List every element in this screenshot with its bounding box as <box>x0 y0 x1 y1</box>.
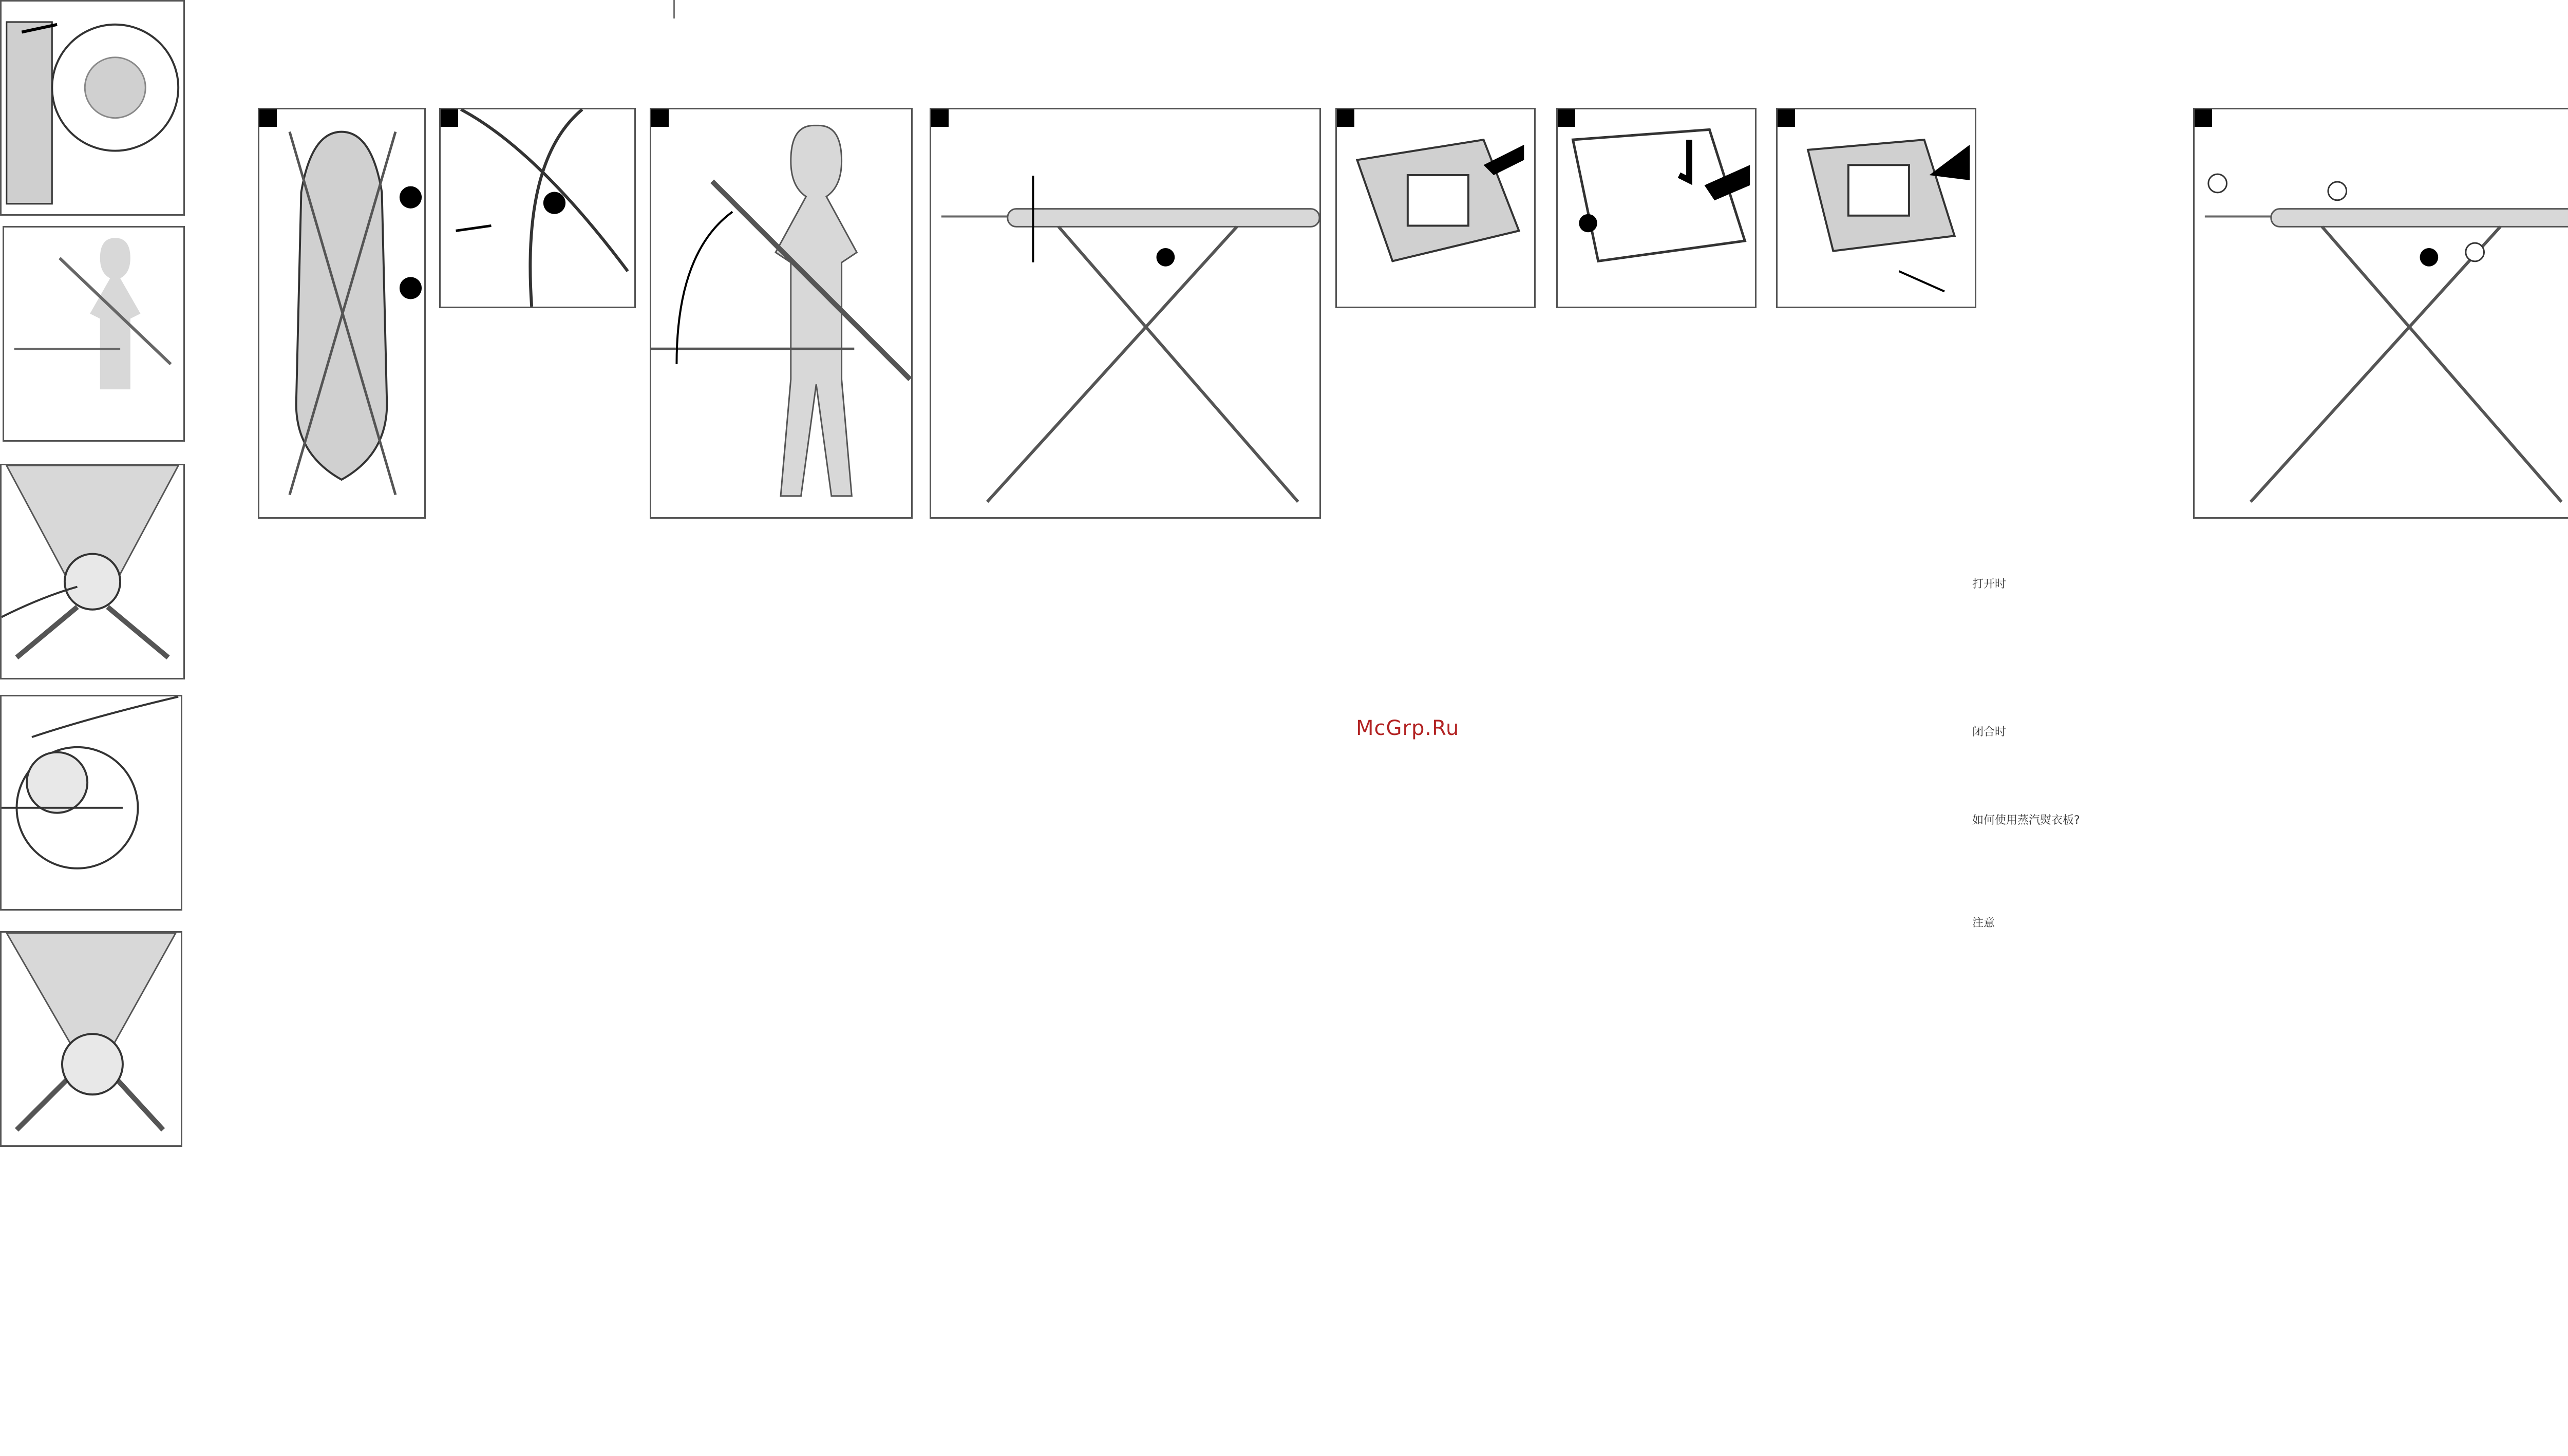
left-panel-foot-cap-3 <box>0 931 182 1147</box>
panel-cover-removal-2 <box>1556 108 1757 308</box>
page-crop-mark <box>673 0 675 18</box>
left-panel-foot-cap-2 <box>0 695 182 911</box>
panel-cover-removal-3 <box>1776 108 1976 308</box>
left-panel-foot-cap-1 <box>0 464 185 679</box>
left-panel-iron-rest <box>0 0 185 216</box>
panel-iron-rest-detail <box>439 108 636 308</box>
panel-board-side-view-2 <box>2193 108 2568 519</box>
left-panel-woman-board <box>3 226 185 442</box>
heading-opening: 打开时 <box>1972 578 2007 591</box>
heading-closing: 闭合时 <box>1972 726 2007 739</box>
panel-woman-height <box>650 108 913 519</box>
panel-board-top-view <box>258 108 426 519</box>
panel-cover-removal-1 <box>1335 108 1536 308</box>
panel-board-side-view-1 <box>930 108 1321 519</box>
heading-how-to-use: 如何使用蒸汽熨衣板? <box>1972 814 2080 827</box>
heading-note: 注意 <box>1972 917 1995 930</box>
watermark-text: McGrp.Ru <box>1356 716 1460 740</box>
